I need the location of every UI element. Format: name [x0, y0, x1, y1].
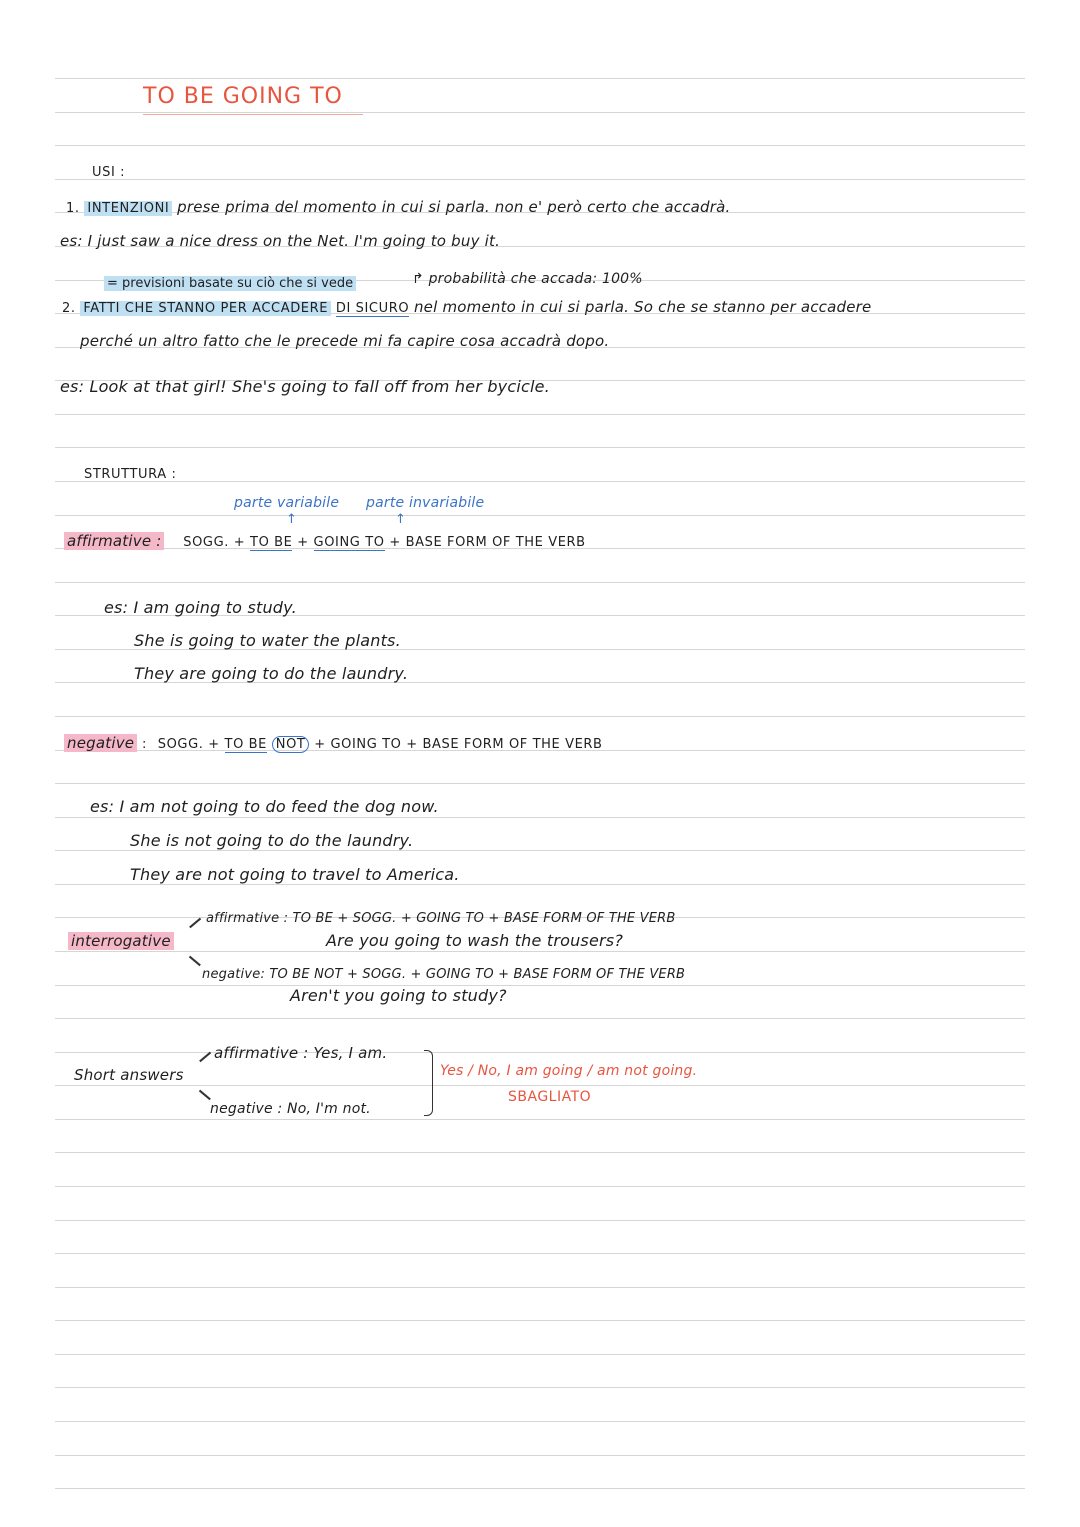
item2-highlight: FATTI CHE STANNO PER ACCADERE: [80, 301, 331, 316]
int-neg-rule: negative: TO BE NOT + SOGG. + GOING TO + BASE FORM OF THE VERB: [202, 967, 686, 982]
negative-label: negative: [64, 734, 137, 752]
int-aff-rule: affirmative : TO BE + SOGG. + GOING TO + BASE FORM OF THE VERB: [206, 911, 676, 926]
aff-goingto: GOING TO: [313, 535, 385, 550]
aff-example-3: They are going to do the laundry.: [134, 664, 409, 683]
previsioni-text: = previsioni basate su ciò che si vede: [104, 276, 356, 291]
interrogative-label: [68, 932, 174, 950]
parte-variabile-label: parte variabile: [234, 495, 340, 511]
item1-highlight: INTENZIONI: [84, 201, 172, 216]
aff-tobe: TO BE: [250, 535, 293, 550]
item2-text: nel momento in cui si parla. So che se stanno per accadere: [413, 298, 872, 316]
struttura-label: STRUTTURA :: [84, 467, 177, 482]
negative-rule: [64, 734, 603, 754]
example2: es: Look at that girl! She's going to fall off from her bycicle.: [60, 377, 550, 396]
aff-example-2: She is going to water the plants.: [134, 631, 401, 650]
int-aff-example: Are you going to wash the trousers?: [326, 931, 624, 950]
wrong-example: Yes / No, I am going / am not going.: [440, 1063, 698, 1079]
aff-plus: +: [297, 535, 309, 550]
up-arrow-icon: ↑: [395, 512, 406, 527]
up-arrow-icon: ↑: [286, 512, 297, 527]
short-aff: affirmative : Yes, I am.: [214, 1044, 388, 1062]
wrong-label: SBAGLIATO: [508, 1089, 592, 1105]
example1: es: I just saw a nice dress on the Net. I'm going to buy it.: [60, 232, 501, 250]
neg-tobe: TO BE: [224, 737, 267, 752]
affirmative-label: affirmative :: [64, 532, 164, 550]
brace-icon: [424, 1050, 433, 1116]
neg-not: NOT: [272, 736, 310, 753]
aff-example-1: es: I am going to study.: [104, 598, 297, 617]
branch-up-line: [189, 918, 201, 928]
neg-example-1: es: I am not going to do feed the dog now.: [90, 797, 439, 816]
page-title: TO BE GOING TO: [143, 84, 343, 109]
item2-number: 2.: [62, 301, 76, 316]
parte-invariabile-label: parte invariabile: [366, 495, 485, 511]
item2-text2: perché un altro fatto che le precede mi fa capire cosa accadrà dopo.: [80, 332, 610, 350]
short-answers-label: Short answers: [74, 1066, 184, 1084]
short-neg: negative : No, I'm not.: [210, 1101, 371, 1117]
item2-caps: DI SICURO: [335, 301, 410, 316]
aff-sogg: SOGG. +: [183, 535, 246, 550]
usi-label: USI :: [92, 165, 126, 180]
item1-text: prese prima del momento in cui si parla. non e' però certo che accadrà.: [177, 198, 731, 216]
neg-sogg: SOGG. +: [157, 737, 220, 752]
probabilita-note: [412, 270, 643, 288]
item1-number: 1.: [66, 201, 80, 216]
item2-line: [62, 298, 871, 318]
aff-rest: + BASE FORM OF THE VERB: [389, 535, 586, 550]
neg-rest: + GOING TO + BASE FORM OF THE VERB: [314, 737, 603, 752]
int-neg-example: Aren't you going to study?: [290, 986, 507, 1005]
probabilita-text: probabilità che accada: 100%: [428, 271, 643, 287]
branch-down-line: [189, 956, 201, 966]
branch-down-line: [199, 1090, 211, 1100]
branch-up-line: [199, 1052, 211, 1062]
item1-line: [66, 198, 731, 218]
arrow-icon: ↱: [412, 271, 424, 287]
title-underline: [143, 114, 363, 115]
neg-example-2: She is not going to do the laundry.: [130, 831, 414, 850]
interrogative-text: interrogative: [68, 932, 174, 950]
neg-colon: :: [141, 737, 147, 752]
previsioni-note: [104, 275, 356, 293]
neg-example-3: They are not going to travel to America.: [130, 865, 460, 884]
affirmative-rule: [64, 532, 586, 552]
